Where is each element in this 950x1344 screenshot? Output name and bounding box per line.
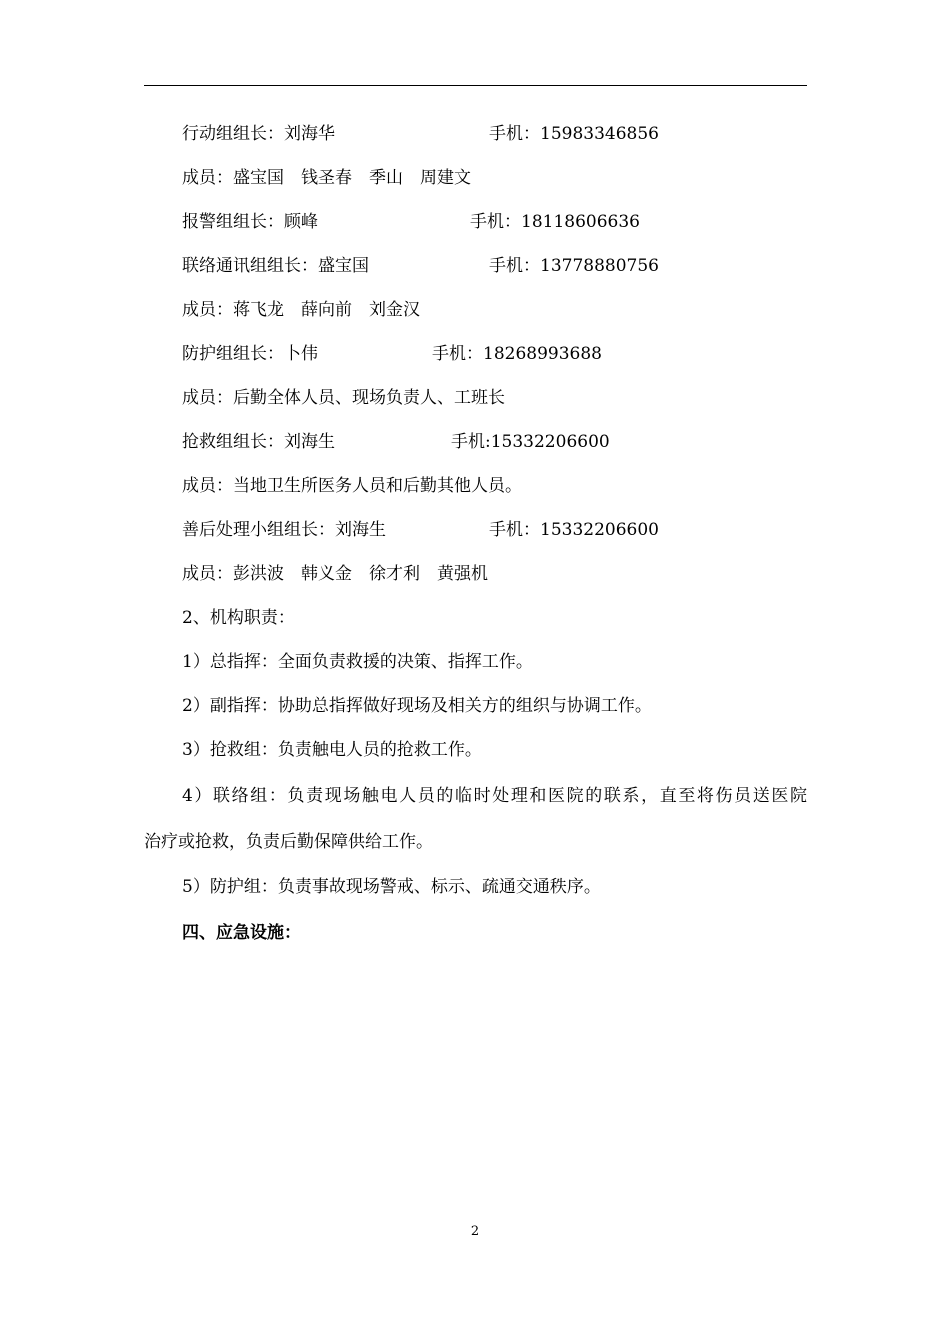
section-heading-duties: 2、机构职责： — [182, 608, 295, 628]
rescue-group-leader: 抢救组组长：刘海生 — [182, 432, 335, 452]
header-rule — [144, 85, 807, 86]
protection-group-phone: 手机：18268993688 — [432, 344, 602, 364]
rescue-group-phone: 手机:15332206600 — [451, 432, 610, 452]
communication-group-phone: 手机：13778880756 — [489, 256, 659, 276]
alarm-group-leader-line — [182, 210, 640, 234]
aftermath-group-phone: 手机：15332206600 — [489, 520, 659, 540]
duty-item-4-continued: 治疗或抢救，负责后勤保障供给工作。 — [144, 832, 433, 852]
section-heading-facilities: 四、应急设施： — [182, 923, 301, 943]
aftermath-group-members: 成员：彭洪波 韩义金 徐才利 黄强机 — [182, 564, 488, 584]
alarm-group-leader: 报警组组长：顾峰 — [182, 212, 318, 232]
duty-item-5: 5）防护组：负责事故现场警戒、标示、疏通交通秩序。 — [182, 877, 601, 897]
communication-group-leader-line — [182, 254, 659, 278]
duty-item-1: 1）总指挥：全面负责救援的决策、指挥工作。 — [182, 652, 533, 672]
rescue-group-members: 成员：当地卫生所医务人员和后勤其他人员。 — [182, 476, 522, 496]
action-group-leader: 行动组组长：刘海华 — [182, 124, 335, 144]
duty-item-4: 4）联络组：负责现场触电人员的临时处理和医院的联系，直至将伤员送医院 — [182, 786, 807, 806]
aftermath-group-leader-line — [182, 518, 659, 542]
protection-group-members: 成员：后勤全体人员、现场负责人、工班长 — [182, 388, 505, 408]
communication-group-leader: 联络通讯组组长：盛宝国 — [182, 256, 369, 276]
action-group-phone: 手机：15983346856 — [489, 124, 659, 144]
rescue-group-leader-line — [182, 430, 610, 454]
page-number: 2 — [470, 1224, 480, 1239]
protection-group-leader-line — [182, 342, 602, 366]
duty-item-2: 2）副指挥：协助总指挥做好现场及相关方的组织与协调工作。 — [182, 696, 652, 716]
alarm-group-phone: 手机：18118606636 — [470, 212, 640, 232]
aftermath-group-leader: 善后处理小组组长：刘海生 — [182, 520, 386, 540]
action-group-members: 成员：盛宝国 钱圣春 季山 周建文 — [182, 168, 471, 188]
protection-group-leader: 防护组组长：卜伟 — [182, 344, 318, 364]
duty-item-3: 3）抢救组：负责触电人员的抢救工作。 — [182, 740, 482, 760]
action-group-leader-line — [182, 122, 659, 146]
communication-group-members: 成员：蒋飞龙 薛向前 刘金汉 — [182, 300, 420, 320]
